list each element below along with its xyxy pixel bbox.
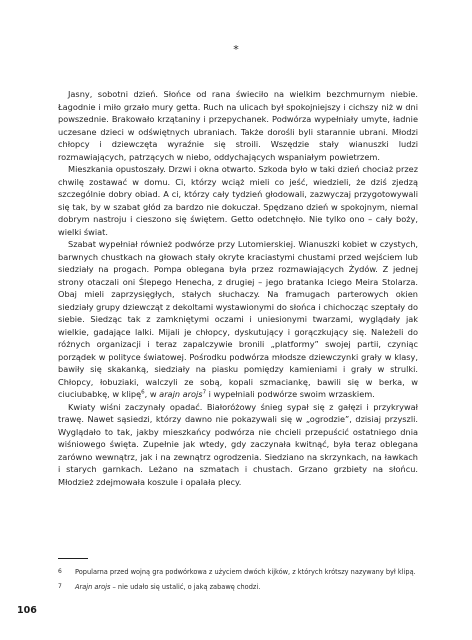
footnote-6 (58, 567, 418, 577)
paragraph-2: Mieszkania opustoszały. Drzwi i okna otwarto. Szkoda było w taki dzień chociaż przez chwilę zostawać w domu. Ci, którzy wciąż mieli co jeść, wiedzieli, że dziś zjedzą szczególnie dobry obiad. A ci, którzy cały tydzień głodowali, zazwyczaj przygotowywali się tak, by w szabat głód za bardzo nie dokuczał. Spędzano dzień w spokojnym, niemal dobrym nastroju i cieszono się świętem. Getto odetchnęło. Nie tylko ono – cały boży, wielki świat. (58, 164, 418, 237)
footnote-7 (58, 582, 418, 592)
footnote-7-text: – nie udało się ustalić, o jaką zabawę chodzi. (110, 583, 261, 592)
footnote-7-number: 7 (58, 583, 62, 591)
paragraph-3-ending: i wypełniali podwórze swoim wrzaskiem. (206, 389, 375, 399)
paragraph-3 (58, 238, 418, 401)
main-text (58, 88, 418, 488)
page-number: 106 (17, 605, 37, 616)
footnote-ref-7: 7 (202, 389, 207, 396)
footnote-6-text: Popularna przed wojną gra podwórkowa z użyciem dwóch kijków, z których krótszy nazywany był klipą. (75, 568, 416, 576)
footnote-ref-6: 6 (141, 389, 145, 396)
paragraph-1: Jasny, sobotni dzień. Słońce od rana świeciło na wielkim bezchmurnym niebie. Łagodnie i miło grzało mury getta. Ruch na ulicach był spokojniejszy i cichszy niż w dni powszednie. Brakowało krzątaniny i przepychanek. Podwórza wypełniały umyte, ładnie uczesane dzieci w odświętnych ubraniach. Także dorośli byli starannie ubrani. Młodzi chłopcy i dziewczęta wyraźnie się stroili. Wszędzie stały wianuszki ludzi rozmawiających, patrzących w niebo, oddychających wspaniałym powietrzem. (58, 89, 418, 162)
paragraph-3-connector: , w (144, 389, 160, 399)
section-separator: * (233, 43, 239, 56)
paragraph-3-text: Szabat wypełniał również podwórze przy Lutomierskiej. Wianuszki kobiet w czystych, barwnych chustkach na głowach stały okryte kraciastymi chustami przed wejściem lub siedziały na progach. Pompa oblegana była przez rozmawiających Żydów. Z jednej strony otaczali oni Ślepego Henecha, z drugiej – jego bratanka Iciego Meira Stolarza. Obaj mieli zaprzysięgłych, stałych słuchaczy. Na framugach parterowych okien siedziały grupy dziewcząt z dekoltami wystawionymi do słońca i chichocząc szeptały do siebie. Siedząc tak z zamkniętymi oczami i uniesionymi twarzami, wyglądały jak wielkie, gadające lalki. Mijali je chłopcy, dyskutujący i gorączkujący się. Należeli do różnych organizacji i teraz zapalczywie bronili „platformy” swojej partii, czyniąc porządek w polityce światowej. Pośrodku podwórza młodsze dziewczynki grały w klasy, bawiły się skakanką, siedziały na piasku pomiędzy kamieniami i grały w strulki. Chłopcy, łobuziaki, walczyli ze sobą, kopali szmaciankę, bawili się w berka, w ciuciubabkę, w klipę (58, 239, 418, 399)
footnote-rule (58, 558, 88, 559)
paragraph-3-italic-term: arajn arojs (159, 389, 203, 399)
footnotes (58, 567, 418, 598)
paragraph-4: Kwiaty wiśni zaczynały opadać. Białoróżowy śnieg sypał się z gałęzi i przykrywał trawę. Nawet sąsiedzi, którzy dawno nie pokazywali się w „ogrodzie”, dzisiaj przyszli. Wyglądało to tak, jakby mieszkańcy podwórza nie chcieli przepuścić ostatniego dnia wiśniowego święta. Zupełnie jak wtedy, gdy zaczynała kwitnąć, była teraz oblegana zarówno wewnątrz, jak i na zewnątrz ogrodzenia. Siedziano na skrzynkach, na ławkach i starych garnkach. Leżano na szmatach i chustach. Grzano grzbiety na słońcu. Młodzież zdejmowała koszule i opalała plecy. (58, 401, 418, 487)
footnote-7-term: Arajn arojs (75, 583, 111, 592)
footnote-7-body (75, 582, 418, 592)
footnote-6-number: 6 (58, 568, 62, 575)
